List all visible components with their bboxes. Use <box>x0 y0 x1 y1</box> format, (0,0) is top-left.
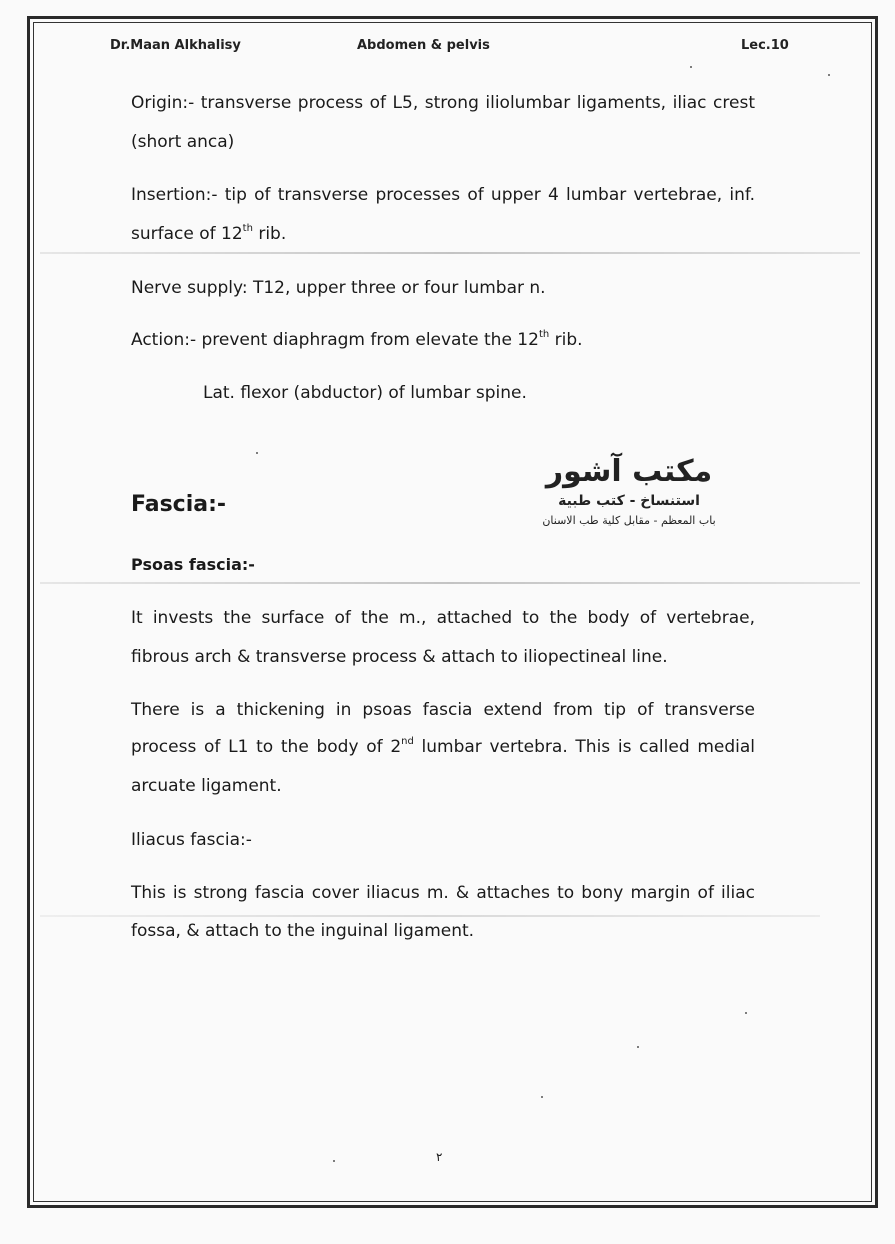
psoas-paragraph-2-line-2 <box>131 737 755 757</box>
scan-speck <box>333 1160 335 1162</box>
scan-artifact-line <box>40 582 860 584</box>
origin-line-1: Origin:- transverse process of L5, strong iliolumbar ligaments, iliac crest <box>131 93 755 113</box>
page-number: ٢ <box>436 1150 443 1164</box>
bookshop-stamp <box>518 454 740 544</box>
insertion-line-2 <box>131 224 286 244</box>
scan-speck <box>828 74 830 76</box>
insertion-line-1: Insertion:- tip of transverse processes of upper 4 lumbar vertebrae, inf. <box>131 185 755 205</box>
psoas-paragraph-1-line-1: It invests the surface of the m., attached to the body of vertebrae, <box>131 608 755 628</box>
action-text: Action:- prevent diaphragm from elevate the 12 <box>131 330 539 350</box>
nerve-supply: Nerve supply: T12, upper three or four lumbar n. <box>131 278 546 298</box>
header-author: Dr.Maan Alkhalisy <box>110 38 241 53</box>
superscript-th: th <box>538 329 550 341</box>
action-line-2: Lat. flexor (abductor) of lumbar spine. <box>203 383 527 403</box>
scan-speck <box>256 452 258 454</box>
origin-line-2: (short anca) <box>131 132 235 152</box>
psoas-paragraph-2-line-3: arcuate ligament. <box>131 776 282 796</box>
scan-speck <box>690 66 692 68</box>
header-subject: Abdomen & pelvis <box>357 38 490 53</box>
scan-artifact-line <box>40 252 860 254</box>
iliacus-fascia-heading: Iliacus fascia:- <box>131 830 252 850</box>
stamp-address: باب المعظم - مقابل كلية طب الاسنان <box>542 514 716 527</box>
psoas-paragraph-1-line-2: fibrous arch & transverse process & attach to iliopectineal line. <box>131 647 668 667</box>
scan-artifact-line <box>40 915 820 917</box>
stamp-name: مكتب آشور <box>545 454 713 489</box>
scan-speck <box>541 1096 543 1098</box>
action-text-end: rib. <box>549 330 583 350</box>
header-lecture: Lec.10 <box>741 38 789 53</box>
fascia-heading: Fascia:- <box>131 492 227 517</box>
scan-speck <box>637 1046 639 1048</box>
superscript-nd: nd <box>401 736 414 748</box>
psoas-paragraph-2-line-1: There is a thickening in psoas fascia extend from tip of transverse <box>131 700 755 720</box>
superscript-th: th <box>242 223 253 235</box>
psoas-text-end: lumbar vertebra. This is called medial <box>413 737 755 757</box>
iliacus-line-2: fossa, & attach to the inguinal ligament. <box>131 921 475 941</box>
action-line-1 <box>131 330 583 350</box>
insertion-text: surface of 12 <box>131 224 243 244</box>
psoas-text: process of L1 to the body of 2 <box>131 737 402 757</box>
psoas-fascia-heading: Psoas fascia:- <box>131 555 255 574</box>
scan-speck <box>745 1012 747 1014</box>
iliacus-line-1: This is strong fascia cover iliacus m. & attaches to bony margin of iliac <box>131 883 755 903</box>
stamp-services: استنساخ - كتب طبية <box>558 493 700 509</box>
insertion-text-end: rib. <box>252 224 287 244</box>
